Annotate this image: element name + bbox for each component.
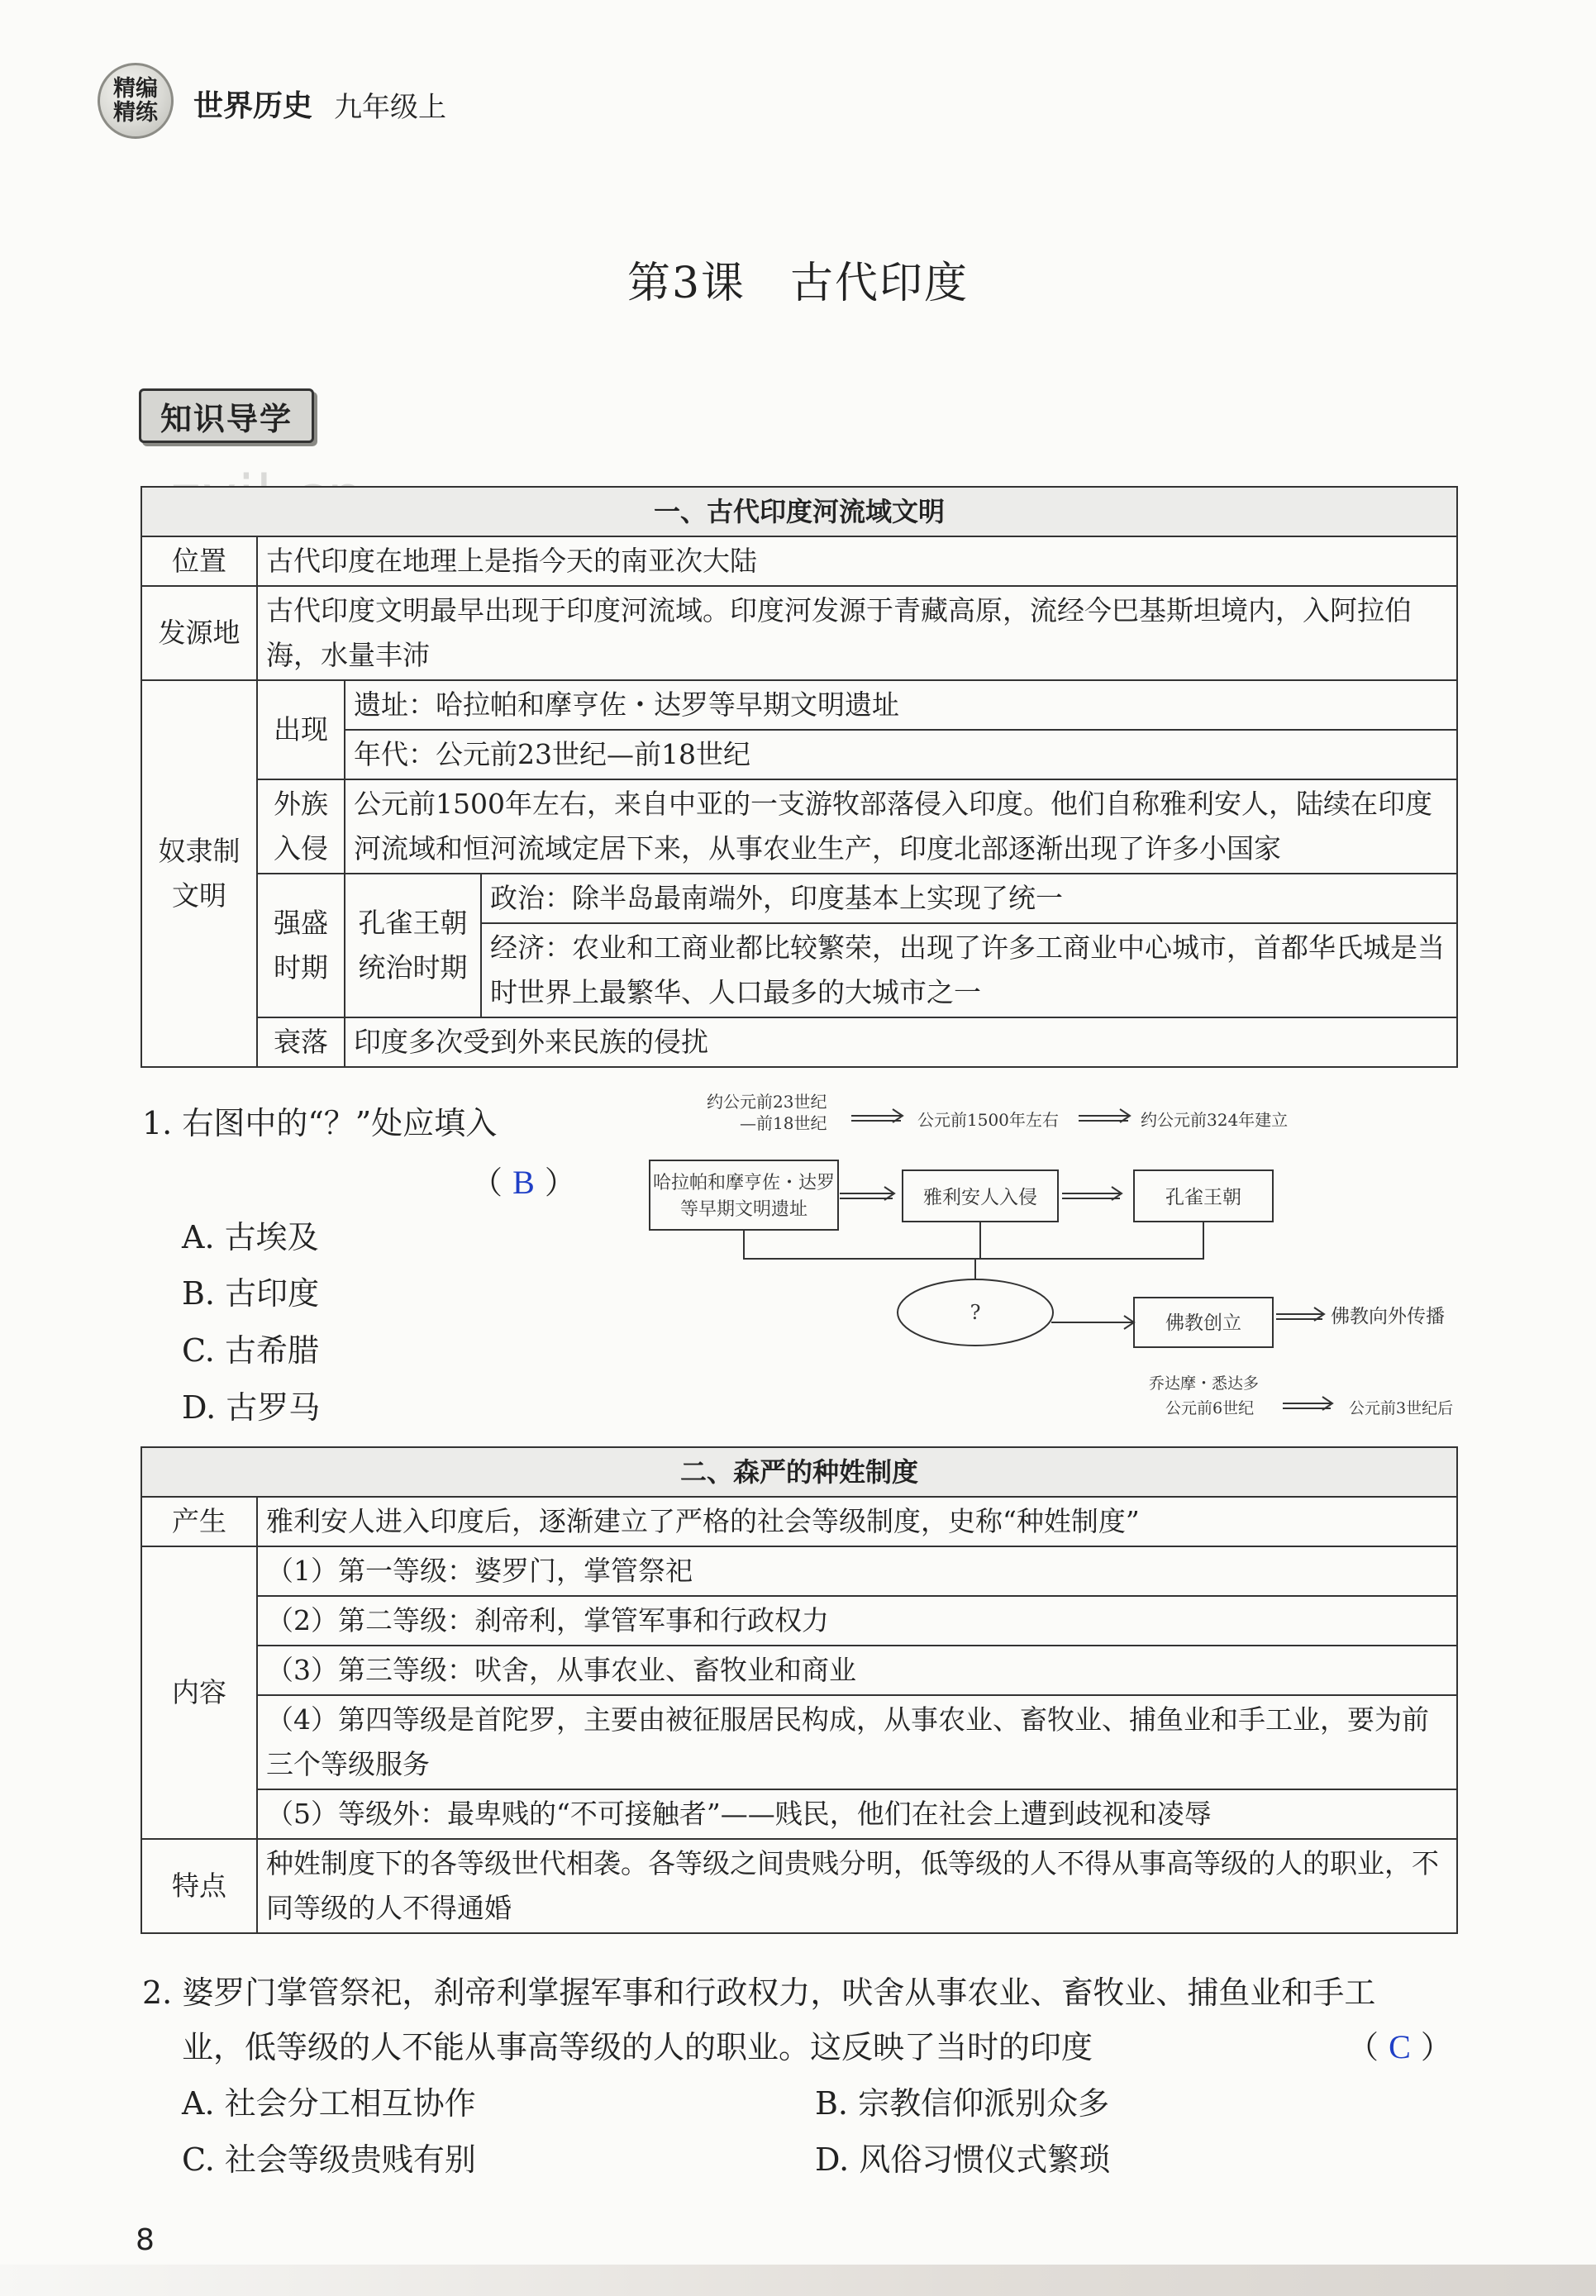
q1-option-d: D. 古罗马 xyxy=(182,1389,321,1426)
invasion-label: 外族入侵 xyxy=(257,779,345,874)
paren-close: ） xyxy=(544,1165,576,1201)
q2-option-c: C. 社会等级贵贱有别 xyxy=(182,2141,476,2178)
question2-answer: C xyxy=(1389,2028,1411,2065)
arrow-to-buddhism xyxy=(1051,1316,1134,1329)
peak-label: 强盛时期 xyxy=(257,874,345,1017)
table2-heading: 二、森严的种姓制度 xyxy=(141,1447,1457,1497)
location-text: 古代印度在地理上是指今天的南亚次大陆 xyxy=(257,536,1457,586)
founder-label: 乔达摩・悉达多 xyxy=(1149,1374,1260,1393)
politics-text: 政治：除半岛最南端外，印度基本上实现了统一 xyxy=(481,874,1457,923)
q1-option-a: A. 古埃及 xyxy=(182,1219,319,1255)
spread-label: 佛教向外传播 xyxy=(1331,1306,1445,1327)
diagram-date-2: —前18世纪 xyxy=(740,1113,827,1133)
question1-answer: B xyxy=(512,1164,535,1201)
q2-option-a: A. 社会分工相互协作 xyxy=(182,2085,476,2122)
history-flow-diagram xyxy=(645,1089,1471,1428)
appear-era: 年代：公元前23世纪—前18世纪 xyxy=(345,730,1457,779)
question2-line1: 2. 婆罗门掌管祭祀，刹帝利掌握军事和行政权力，吠舍从事农业、畜牧业、捕鱼业和手工 xyxy=(142,1974,1376,2011)
decline-label: 衰落 xyxy=(257,1017,345,1067)
caste-item: （2）第二等级：刹帝利，掌管军事和行政权力 xyxy=(257,1596,1457,1646)
appear-label: 出现 xyxy=(257,680,345,779)
section-badge: 知识导学 xyxy=(139,388,314,443)
series-logo-badge xyxy=(98,63,174,139)
caste-item: （4）第四等级是首陀罗，主要由被征服居民构成，从事农业、畜牧业、捕鱼业和手工业，要为前三个等级服务 xyxy=(257,1695,1457,1789)
table-indus-civilization xyxy=(141,486,1458,1068)
paren-close: ） xyxy=(1420,2029,1452,2065)
box1-line1: 哈拉帕和摩亨佐・达罗 xyxy=(652,1173,836,1193)
paren-open: （ xyxy=(1347,2029,1379,2065)
badge-line2: 精练 xyxy=(113,100,158,126)
arrow-right-4 xyxy=(1062,1187,1122,1200)
table1-heading: 一、古代印度河流域文明 xyxy=(141,487,1457,536)
page-edge-shadow xyxy=(0,2265,1596,2296)
book-title: 世界历史 xyxy=(193,89,313,123)
arrow-spread xyxy=(1276,1308,1324,1321)
invasion-text: 公元前1500年左右，来自中亚的一支游牧部落侵入印度。他们自称雅利安人，陆续在印度河流域和恒河流域定居下来，从事农业生产，印度北部逐渐出现了许多小国家 xyxy=(345,779,1457,874)
caste-item: （5）等级外：最卑贱的“不可接触者”——贱民，他们在社会上遭到歧视和凌辱 xyxy=(257,1789,1457,1839)
q2-option-d: D. 风俗习惯仪式繁琐 xyxy=(815,2141,1111,2178)
badge-line1: 精编 xyxy=(113,76,158,102)
arrow-right-2 xyxy=(1079,1109,1130,1122)
caste-content-label: 内容 xyxy=(141,1546,257,1839)
caste-feature-label: 特点 xyxy=(141,1839,257,1933)
appear-site: 遗址：哈拉帕和摩亨佐・达罗等早期文明遗址 xyxy=(345,680,1457,730)
maurya-label: 孔雀王朝统治时期 xyxy=(345,874,481,1017)
q2-option-b: B. 宗教信仰派别众多 xyxy=(815,2085,1110,2122)
question2-line2: 业，低等级的人不能从事高等级的人的职业。这反映了当时的印度 xyxy=(182,2029,1093,2065)
q1-option-c: C. 古希腊 xyxy=(182,1332,319,1369)
box3-label: 孔雀王朝 xyxy=(1165,1187,1241,1208)
ellipse-question: ? xyxy=(970,1301,981,1324)
table-caste-system xyxy=(141,1446,1458,1934)
caste-item: （1）第一等级：婆罗门，掌管祭祀 xyxy=(257,1546,1457,1596)
paren-open: （ xyxy=(471,1165,503,1201)
book-grade: 九年级上 xyxy=(334,91,446,124)
lesson-title: 第3课 古代印度 xyxy=(626,259,970,308)
date-6th-century: 公元前6世纪 xyxy=(1165,1399,1255,1417)
box4-label: 佛教创立 xyxy=(1165,1312,1241,1334)
caste-feature-text: 种姓制度下的各等级世代相袭。各等级之间贵贱分明，低等级的人不得从事高等级的人的职业，不同等级的人不得通婚 xyxy=(257,1839,1457,1933)
caste-origin-label: 产生 xyxy=(141,1497,257,1546)
economy-text: 经济：农业和工商业都比较繁荣，出现了许多工商业中心城市，首都华氏城是当时世界上最繁华、人口最多的大城市之一 xyxy=(481,923,1457,1017)
q1-option-b: B. 古印度 xyxy=(182,1275,320,1312)
origin-label: 发源地 xyxy=(141,586,257,680)
caste-origin-text: 雅利安人进入印度后，逐渐建立了严格的社会等级制度，史称“种姓制度” xyxy=(257,1497,1457,1546)
arrow-right-3 xyxy=(840,1187,894,1200)
origin-text: 古代印度文明最早出现于印度河流域。印度河发源于青藏高原，流经今巴基斯坦境内，入阿拉伯海，水量丰沛 xyxy=(257,586,1457,680)
location-label: 位置 xyxy=(141,536,257,586)
diagram-date-4: 约公元前324年建立 xyxy=(1141,1110,1289,1130)
question1-answer-slot xyxy=(471,1157,576,1203)
box1-line2: 等早期文明遗址 xyxy=(679,1199,808,1220)
page-number: 8 xyxy=(136,2223,155,2257)
diagram-date-3: 公元前1500年左右 xyxy=(917,1110,1059,1130)
arrow-right-1 xyxy=(851,1109,903,1122)
question1-stem: 1. 右图中的“？”处应填入 xyxy=(142,1105,498,1141)
diagram-date-1: 约公元前23世纪 xyxy=(707,1092,827,1112)
box2-label: 雅利安人入侵 xyxy=(923,1187,1037,1208)
slavery-label: 奴隶制文明 xyxy=(141,680,257,1067)
decline-text: 印度多次受到外来民族的侵扰 xyxy=(345,1017,1457,1067)
date-3rd-century: 公元前3世纪后 xyxy=(1349,1399,1454,1417)
arrow-later xyxy=(1283,1397,1332,1410)
caste-item: （3）第三等级：吠舍，从事农业、畜牧业和商业 xyxy=(257,1646,1457,1695)
question2-answer-slot xyxy=(1347,2022,1452,2067)
